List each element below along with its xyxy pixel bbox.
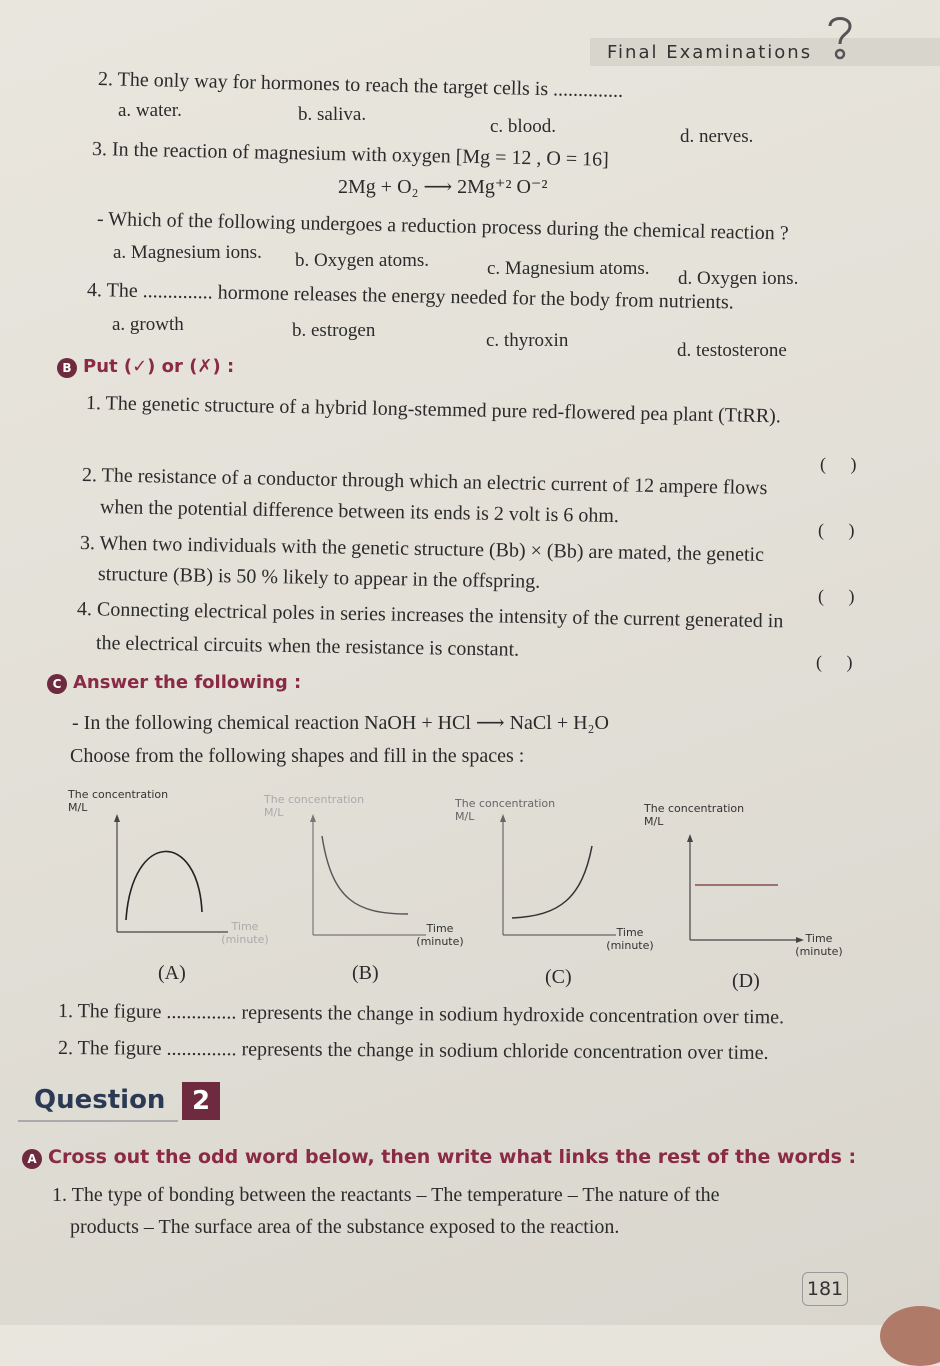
chart-a-ylabel: The concentration M/L (68, 788, 169, 814)
q3-stem: 3. In the reaction of magnesium with oxygen [Mg = 12 , O = 16] (91, 138, 610, 171)
q4-option-a: a. growth (112, 314, 184, 335)
corner-decoration (880, 1306, 940, 1366)
c-fill-2[interactable]: 2. The figure .............. represents the change in sodium chloride concentration over time. (57, 1037, 769, 1064)
b-answer-4[interactable]: ( ) (816, 652, 863, 672)
chart-b-ylabel: The concentration M/L (264, 793, 365, 819)
b-item-2: 2. The resistance of a conductor through which an electric current of 12 ampere flows (81, 464, 768, 500)
q2-option-c: c. blood. (490, 116, 556, 137)
q4-option-c: c. thyroxin (486, 330, 569, 351)
question2-number: 2 (182, 1082, 220, 1120)
q2-option-b: b. saliva. (298, 104, 367, 125)
section-c-title: Answer the following : (73, 672, 302, 693)
q2-a-item-1-cont: products – The surface area of the substance exposed to the reaction. (70, 1216, 620, 1238)
section-b-badge: B (57, 358, 77, 378)
q2-option-d: d. nerves. (680, 126, 754, 147)
c-instruction: Choose from the following shapes and fill in the spaces : (70, 745, 525, 767)
b-item-3-cont: structure (BB) is 50 % likely to appear in the offspring. (97, 563, 541, 593)
chart-d-label: (D) (732, 970, 760, 992)
chart-c-xlabel: Time (minute) (606, 926, 654, 952)
section-c-heading (47, 672, 301, 694)
b-item-4-cont: the electrical circuits when the resistance is constant. (95, 632, 520, 661)
b-item-1: 1. The genetic structure of a hybrid long-stemmed pure red-flowered pea plant (TtRR). (85, 392, 782, 428)
q3-option-d: d. Oxygen ions. (678, 268, 799, 289)
chart-d-y-arrow (687, 834, 693, 842)
chart-c-curve (512, 846, 592, 918)
q4-option-d: d. testosterone (677, 340, 787, 361)
chart-b-xlabel: Time (minute) (416, 922, 464, 948)
header-title: Final Examinations (607, 42, 813, 63)
q3-option-c: c. Magnesium atoms. (487, 258, 650, 279)
chart-c-ylabel: The concentration M/L (455, 797, 556, 823)
b-answer-3[interactable]: ( ) (818, 586, 865, 606)
q3-option-b: b. Oxygen atoms. (295, 250, 430, 271)
q2-a-item-1: 1. The type of bonding between the reactants – The temperature – The nature of the (52, 1184, 720, 1206)
chart-d-xlabel: Time (minute) (795, 932, 843, 958)
section-b-title: Put (✓) or (✗) : (83, 356, 235, 377)
chart-d-ylabel: The concentration M/L (644, 802, 745, 828)
b-item-2-cont: when the potential difference between its ends is 2 volt is 6 ohm. (99, 496, 620, 528)
b-answer-2[interactable]: ( ) (818, 520, 865, 540)
question2-rule (18, 1120, 178, 1122)
chart-a-y-arrow (114, 814, 120, 822)
q2-section-a-badge: A (22, 1149, 42, 1169)
question-mark-icon (822, 12, 858, 64)
q2-section-a-heading (22, 1146, 856, 1169)
chart-a-xlabel: Time (minute) (221, 920, 269, 946)
q2-section-a-title: Cross out the odd word below, then write what links the rest of the words : (48, 1146, 857, 1168)
chart-b-label: (B) (352, 962, 379, 984)
chart-a-curve (126, 851, 202, 920)
b-item-3: 3. When two individuals with the genetic structure (Bb) × (Bb) are mated, the genetic (79, 532, 765, 566)
q4-stem: 4. The .............. hormone releases the energy needed for the body from nutrients. (86, 279, 734, 314)
q3-sub: - Which of the following undergoes a reduction process during the chemical reaction ? (96, 208, 789, 245)
q3-option-a: a. Magnesium ions. (113, 242, 262, 263)
section-c-badge: C (47, 674, 67, 694)
c-reaction: - In the following chemical reaction NaOH + HCl ⟶ NaCl + H₂O (72, 712, 609, 734)
q4-option-b: b. estrogen (292, 320, 376, 341)
b-answer-1[interactable]: ( ) (820, 454, 867, 474)
question2-label: Question (34, 1085, 166, 1115)
q2-option-a: a. water. (118, 100, 182, 121)
section-b-heading (57, 356, 234, 378)
q2-stem: 2. The only way for hormones to reach the target cells is .............. (97, 68, 624, 102)
chart-a-label: (A) (158, 962, 186, 984)
b-item-4: 4. Connecting electrical poles in series increases the intensity of the current generated in (76, 598, 784, 633)
chart-c-label: (C) (545, 966, 572, 988)
c-fill-1[interactable]: 1. The figure .............. represents the change in sodium hydroxide concentration over time. (57, 1000, 785, 1029)
q3-equation: 2Mg + O₂ ⟶ 2Mg⁺² O⁻² (338, 176, 548, 198)
chart-b-curve (322, 836, 408, 914)
question2-banner (18, 1082, 211, 1122)
page-number: 181 (802, 1272, 848, 1306)
